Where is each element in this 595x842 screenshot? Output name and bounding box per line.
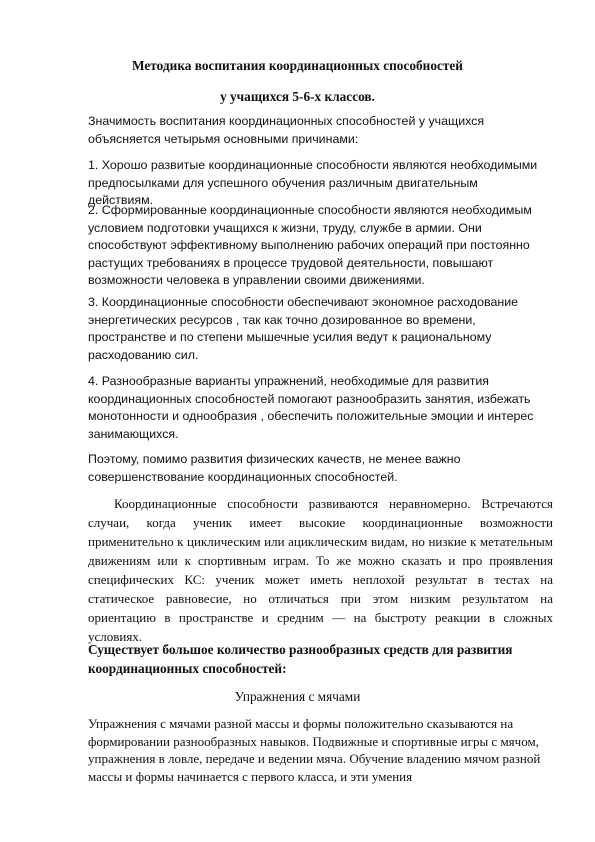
reason-1-paragraph: 1. Хорошо развитые координационные способности являются необходимыми предпосылками для успешного обучения различным двигательным действиям. <box>88 158 538 208</box>
conclusion-paragraph: Поэтому, помимо развития физических качеств, не менее важно совершенствование координационных способностей. <box>88 452 461 484</box>
reason-2-paragraph: 2. Сформированные координационные способности являются необходимым условием подготовки учащихся к жизни, труду, службе в армии. Они способствуют эффективному выполнению рабочих операций при постоянно растущих требованиях в процессе трудовой деятельности, повышают возможности человека в управлении своими движениями. <box>88 203 532 288</box>
uneven-development-paragraph: Координационные способности развиваются неравномерно. Встречаются случаи, когда ученик имеет высокие координационные возможности применительно к циклическим или ациклическим видам, но низкие к метательным движениям или к спортивным играм. То же можно сказать и про проявления специфических КС: ученик может иметь неплохой результат в тестах на статическое равновесие, но отличаться при этом низким результатом на ориентацию в пространстве и средним — на быстроту реакции в сложных условиях. <box>88 496 553 644</box>
document-title: Методика воспитания координационных способностей <box>132 58 463 73</box>
balls-paragraph: Упражнения с мячами разной массы и формы положительно сказываются на формировании разнообразных навыков. Подвижные и спортивные игры с мячом, упражнения в ловле, передаче и ведении мяча. Обучение владению мячом разной массы и формы начинается с первого класса, и эти умения <box>88 716 541 784</box>
document-subtitle: у учащихся 5-6-х классов. <box>220 89 375 104</box>
reason-3-paragraph: 3. Координационные способности обеспечивают экономное расходование энергетических ресурсов , так как точно дозированное во времени, пространстве и по степени мышечные усилия ведут к рациональному расходованию сил. <box>88 295 519 362</box>
section-title: Упражнения с мячами <box>234 689 361 704</box>
intro-paragraph: Значимость воспитания координационных способностей у учащихся объясняется четырьмя основными причинами: <box>88 114 485 146</box>
means-heading: Существует большое количество разнообразных средств для развития координационных способностей: <box>88 642 513 676</box>
reason-4-paragraph: 4. Разнообразные варианты упражнений, необходимые для развития координационных способностей помогают разнообразить занятия, избежать монотонности и однообразия , обеспечить положительные эмоции и интерес занимающихся. <box>88 374 534 441</box>
